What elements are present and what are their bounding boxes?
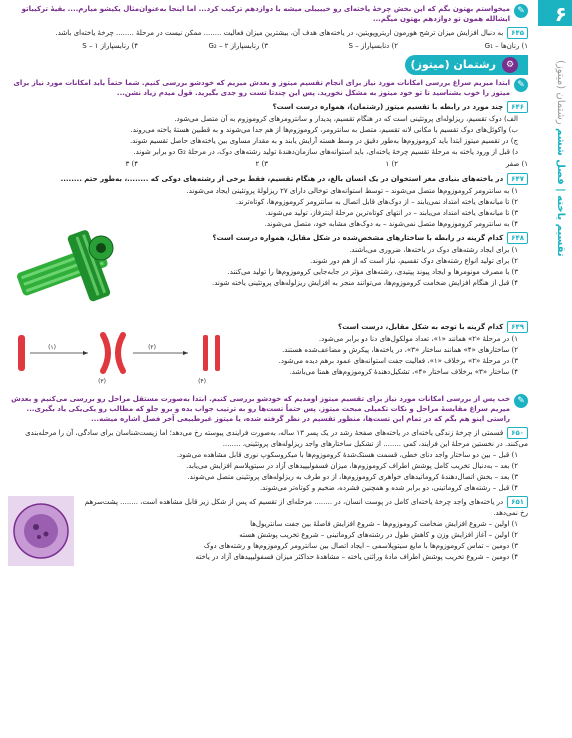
intro-note-text: میخواستم بهتون بگم که این بخش چرخهٔ یاخته‌ای رو خییییلی میشه با دوازدهم ترکیب کرد... اما اینجا به‌عنوان‌مثال یکیشو میارم.... بقیهٔ ترکیباتو ایشالله همون تو دوازدهم بهتون میگم... (21, 5, 510, 23)
option-3[interactable]: ۳) تا میانه‌های یاخته امتداد می‌یابند – در انتهای کوتاه‌ترین مرحلهٔ اینترفاز، تولید می‌شوند. (265, 209, 518, 217)
option-1[interactable]: ۱) قبل – بین دو ساختار واجد دنای خطی، قسمت هستک‌شدهٔ کروموزوم‌ها با میکروسکوپ نوری قابل مشاهده می‌شود. (176, 451, 518, 459)
option-2[interactable]: ۲) تا میانه‌های یاخته امتداد نمی‌یابند – از دوک‌های قابل اتصال به سانترومر کروموزوم‌ها، کوتاه‌ترند. (235, 198, 518, 206)
note-2 (8, 78, 528, 98)
chapter-title: تقسیم یاخته | فصل ششم (555, 127, 566, 257)
question-stem: کدام گزینه در رابطه با ساختارهای مشخص‌شده در شکل مقابل، همواره درست است؟ (212, 234, 504, 242)
option-1[interactable]: ۱) صفر (505, 160, 528, 168)
option-4[interactable]: ۴) ساختار «۳» برخلاف ساختار «۴»، تشکیل‌دهندهٔ کروموزوم‌های همتا می‌باشد. (289, 368, 518, 376)
question-646 (8, 101, 528, 169)
options-row (8, 41, 528, 51)
question-number: ۶۴۷ (507, 173, 528, 185)
statement-d: د) قبل از ورود یاخته به مرحلهٔ تقسیم چرخهٔ یاخته‌ای، باید استوانه‌های سازمان‌دهندهٔ تولید رشته‌های دوک، در مرحلهٔ G₂ دو برابر شوند. (133, 148, 518, 156)
option-2[interactable]: ۲) ساختارهای «۴» همانند ساختار «۳»، در یاخته‌ها، پیکرش و مضاعف‌شده هستند. (282, 346, 518, 354)
question-stem: به دنبال افزایش میزان ترشح هورمون اریتروپویتین، در یاخته‌های هدف آن، بیشترین میزان فعالیت ........ ممکن نیست در مرحلهٔ ........ چرخهٔ یاخته‌ای باشد. (55, 29, 504, 37)
note-icon: ✎ (514, 4, 528, 18)
option-4[interactable]: ۴) قبل – رشته‌های کروماتینی، دو برابر شده و همچنین فشرده، ضخیم و کوتاه‌تر می‌شوند. (259, 484, 518, 492)
note-3 (8, 394, 528, 424)
option-4[interactable]: ۴) ۳ (125, 160, 138, 168)
option-4[interactable]: ۴) قبل از هنگام افزایش ضخامت کروموزوم‌ها، می‌توانند منجر به افزایش ریزلوله‌های پروتئینی یاخته شوند. (212, 279, 518, 287)
fig-label-2: (۲) (148, 344, 156, 351)
question-stem: قسمتی از چرخهٔ زندگی یاخته‌ای در یاخته‌های صفحهٔ رشد در یک پسر ۱۳ ساله، به‌صورت فرایندی پیوسته رخ می‌دهد؛ اما زیست‌شناسان برای سادگی، آن را مرحله‌بندی می‌کنند. در نخستین مرحلهٔ این فرایند، کمی ........ از تشکیل ساختارهای واجد ریزلوله‌های پروتئینی، ........ (25, 429, 528, 448)
page-number-tab (538, 0, 572, 26)
question-648 (8, 232, 528, 318)
option-1[interactable]: ۱) در مرحلهٔ «۲» همانند «۱»، تعداد مولکول‌های دنا دو برابر می‌شود. (318, 335, 518, 343)
note-icon: ✎ (514, 394, 528, 408)
options-row (8, 159, 528, 169)
question-number: ۶۴۸ (507, 232, 528, 244)
statement-b: ب) واکوئل‌های دوک تقسیم با مکانی لانه تقسیم، متصل به سانترومر، کروموزوم‌ها از هم جدا می‌شوند و به قطبین هستهٔ یاخته می‌روند. (130, 126, 518, 134)
question-649 (8, 321, 528, 391)
option-4[interactable]: ۴) رنابسپاراز ۱ – S (82, 42, 138, 50)
section-title: رشتمان (میتوز) (410, 58, 496, 71)
question-stem: کدام گزینه با توجه به شکل مقابل، درست است؟ (338, 323, 504, 331)
question-stem: چند مورد در رابطه با تقسیم میتوز (رشتمان)، همواره درست است؟ (272, 103, 504, 111)
option-3[interactable]: ۳) بعد – بخش اتصال‌دهندهٔ کروماتیدهای خواهری کروموزوم‌ها، از دو طرف به ریزلوله‌های پروتئینی متصل می‌شوند. (187, 473, 518, 481)
option-2[interactable]: ۲) بعد – به‌دنبال تخریب کامل پوشش اطراف کروموزوم‌ها، میزان فسفولیپیدهای آزاد در سیتوپلاسم افزایش می‌یابد. (186, 462, 518, 470)
question-647 (8, 173, 528, 229)
fig-label-4: (۴) (198, 378, 206, 385)
topic-title: رشتمان (میتوز) (555, 60, 566, 125)
option-2[interactable]: ۲) ۱ (385, 160, 398, 168)
question-650 (8, 427, 528, 493)
question-number: ۶۴۵ (507, 27, 528, 39)
option-4[interactable]: ۴) دومین – شروع تخریب پوشش اطراف مادهٔ وراثتی یاخته – مشاهدهٔ حداکثر میزان فسفولیپیدهای آزاد در یاخته (195, 553, 518, 561)
chromatid-b (215, 335, 220, 371)
chromosome-1 (18, 335, 25, 371)
chapter-label (555, 60, 566, 257)
chromatid-a (203, 335, 208, 371)
question-number: ۶۵۱ (507, 496, 528, 508)
note-icon: ✎ (514, 78, 528, 92)
chromosome-2 (103, 335, 123, 371)
question-number: ۶۴۶ (507, 101, 528, 113)
statement-c: ج) در تقسیم میتوز ابتدا باید کروموزوم‌ها به‌طور دقیق در وسط هسته آرایش یابند و به مقدار مساوی بین یاخته‌های حاصل تقسیم شوند. (129, 137, 518, 145)
centrioles-figure (8, 226, 133, 311)
section-header (8, 55, 528, 75)
option-4[interactable]: ۴) به سانترومر کروموزوم‌ها متصل نمی‌شوند – به دوک‌های مشابه خود، متصل می‌شوند. (264, 220, 518, 228)
section-banner (405, 55, 528, 75)
question-number: ۶۴۹ (507, 321, 528, 333)
intro-note (8, 4, 528, 24)
option-3[interactable]: ۳) رنابسپاراز ۲ – G₂ (208, 42, 268, 50)
chromosome-figure (8, 325, 233, 387)
page-body (8, 4, 528, 569)
option-1[interactable]: ۱) رنا‌ن‌ها – G₁ (484, 42, 528, 50)
option-2[interactable]: ۲) اولین – آغاز افزایش وزن و کاهش طول در رشته‌های کروماتینی – شروع تخریب پوشش هسته (239, 531, 518, 539)
side-strip (538, 0, 572, 738)
option-1[interactable]: ۱) برای ایجاد رشته‌های دوک در یاخته‌ها، ضروری می‌باشند. (349, 246, 518, 254)
question-stem: در یاخته‌های بنیادی مغز استخوان در یک انسان بالغ، در هنگام تقسیم، فقط برخی از رشته‌های دوکی که ........، به‌طور حتم ........ (60, 175, 504, 183)
question-number: ۶۵۰ (507, 427, 528, 439)
option-1[interactable]: ۱) به سانترومر کروموزوم‌ها متصل می‌شوند – توسط استوانه‌های توخالی دارای ۲۷ ریزلولهٔ پروتئینی ایجاد می‌شوند. (186, 187, 518, 195)
option-2[interactable]: ۲) دنابسپاراز – S (348, 42, 398, 50)
question-651 (8, 496, 528, 566)
option-2[interactable]: ۲) برای تولید انواع رشته‌های دوک تقسیم، نیاز است که از هم دور شوند. (310, 257, 518, 265)
statement-a: الف) دوک تقسیم، ریزلوله‌ای پروتئینی است که در هنگام تقسیم، پدیدار و سانترومرهای کروموزوم به آن متصل می‌شود. (174, 115, 518, 123)
section-icon: ⚙ (502, 57, 518, 73)
option-1[interactable]: ۱) اولین – شروع افزایش ضخامت کروموزوم‌ها – شروع افزایش فاصلهٔ بین جفت سانتریول‌ها (250, 520, 518, 528)
fig-label-3: (۳) (98, 378, 106, 385)
option-3[interactable]: ۳) ۲ (255, 160, 268, 168)
note-2-text: ابتدا میریم سراغ بررسی امکانات مورد نیاز برای انجام تقسیم میتوز و بعدش میریم که خودشو بررسی کنیم. شما حتماً باید امکانات مورد نیاز برای میتوز را خوب بشناسید تا تو خود میتوز به مشکل نخورید. پس این چندتا تست رو جدی بگیرید. قول میدم زیاد نشن... (13, 79, 510, 97)
cell-micrograph (8, 496, 74, 566)
option-3[interactable]: ۳) در مرحلهٔ «۲» برخلاف «۱»، فعالیت جفت استوانه‌های عمود برهم دیده می‌شود. (278, 357, 518, 365)
option-3[interactable]: ۳) دومین – تماس کروموزوم‌ها با مایع سیتوپلاسمی – ایجاد اتصال بین سانترومر کروموزوم‌ها و رشته‌های دوک (203, 542, 518, 550)
option-3[interactable]: ۳) با مصرف مونومرها و ایجاد پیوند پپتیدی، رشته‌های مؤثر در جابه‌جایی کروموزوم‌ها را تولید می‌کنند. (227, 268, 518, 276)
question-stem: در یاخته‌های واجد چرخهٔ یاخته‌ای کامل در پوست انسان، در ........ مرحله‌ای از تقسیم که پس از شکل زیر قابل مشاهده است، ........ پشت‌سرهم رخ نمی‌دهد. (84, 498, 528, 517)
question-645 (8, 27, 528, 51)
fig-label-1: (۱) (48, 344, 56, 351)
note-3-text: خب پس از بررسی امکانات مورد نیاز برای تقسیم میتوز اومدیم که خودشو بررسی کنیم. ابتدا به‌صورت مستقل مراحل رو بررسی می‌کنیم و بعدش میریم سراغ مقایسهٔ مراحل و نکات تکمیلی مبحث میتوز. پس حتماً تست‌ها رو به ترتیب جواب بده و برو جلو که مطالب رو یکی‌یکی یاد بگیری... راستی اینو هم بگم که در تمام این تست‌ها، منظور تقسیم در نظر گرفته شده، یا میتوز غیرطبیعی آخر فصل اشاره میشه... (11, 395, 510, 423)
page-number: ۶ (554, 2, 567, 26)
